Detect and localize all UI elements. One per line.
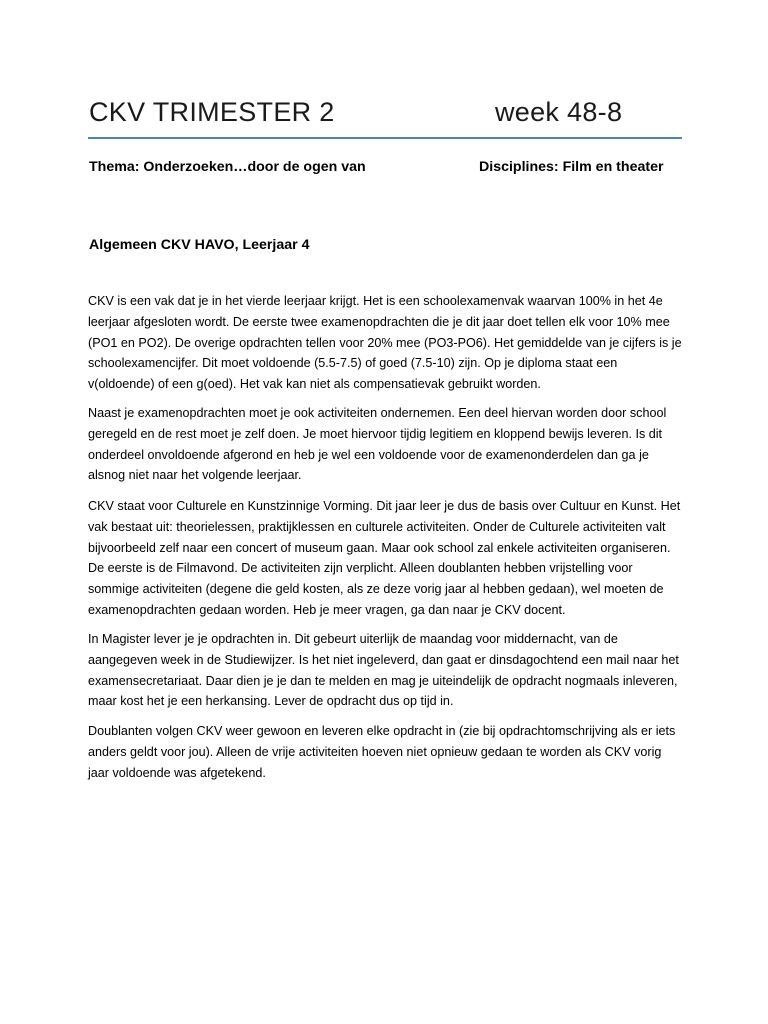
paragraph-course-content: CKV staat voor Culturele en Kunstzinnige Vorming. Dit jaar leer je dus de basis over Cultuur en Kunst. Het vak bestaat uit: theorielessen, praktijklessen en culturele activiteiten. Onder de Culturele activiteiten valt bijvoorbeeld zelf naar een concert of museum gaan. Maar ook school zal enkele activiteiten organiseren. De eerste is de Filmavond. De activiteiten zijn verplicht. Alleen doublanten hebben vrijstelling voor sommige activiteiten (degene die geld kosten, als ze deze vorig jaar al hebben gedaan), wel moeten de examenopdrachten gedaan worden. Heb je meer vragen, ga dan naar je CKV docent. (88, 499, 681, 617)
week-range: week 48-8 (495, 97, 623, 127)
document-page (88, 0, 682, 1024)
theme-label: Thema: Onderzoeken…door de ogen van (89, 159, 366, 175)
section-heading: Algemeen CKV HAVO, Leerjaar 4 (89, 237, 310, 253)
subheader-row (88, 159, 682, 181)
paragraph-activities: Naast je examenopdrachten moet je ook activiteiten ondernemen. Een deel hiervan worden door school geregeld en de rest moet je zelf doen. Je moet hiervoor tijdig legitiem en kloppend bewijs leveren. Is dit onderdeel onvoldoende afgerond en heb je wel een voldoende voor de examenonderdelen dan ga je alsnog niet naar het volgende leerjaar. (88, 406, 667, 483)
disciplines-label: Disciplines: Film en theater (479, 159, 664, 175)
title-row (88, 94, 682, 134)
paragraph-intro: CKV is een vak dat je in het vierde leerjaar krijgt. Het is een schoolexamenvak waarvan 100% in het 4e leerjaar afgesloten wordt. De eerste twee examenopdrachten die je dit jaar doet tellen elk voor 10% mee (PO1 en PO2). De overige opdrachten tellen voor 20% mee (PO3-PO6). Het gemiddelde van je cijfers is je schoolexamencijfer. Dit moet voldoende (5.5-7.5) of goed (7.5-10) zijn. Op je diploma staat een v(oldoende) of een g(oed). Het vak kan niet als compensatievak gebruikt worden. (88, 294, 682, 392)
title-divider (88, 137, 682, 139)
paragraph-submission: In Magister lever je je opdrachten in. Dit gebeurt uiterlijk de maandag voor middernacht, van de aangegeven week in de Studiewijzer. Is het niet ingeleverd, dan gaat er dinsdagochtend een mail naar het examensecretariaat. Daar dien je je dan te melden en mag je uiteindelijk de opdracht nogmaals inleveren, maar kost het je een herkansing. Lever de opdracht dus op tijd in. (88, 632, 679, 709)
paragraph-repeaters: Doublanten volgen CKV weer gewoon en leveren elke opdracht in (zie bij opdrachtomschrijving als er iets anders geldt voor jou). Alleen de vrije activiteiten hoeven niet opnieuw gedaan te worden als CKV vorig jaar voldoende was afgetekend. (88, 724, 676, 780)
document-title: CKV TRIMESTER 2 (89, 97, 335, 127)
